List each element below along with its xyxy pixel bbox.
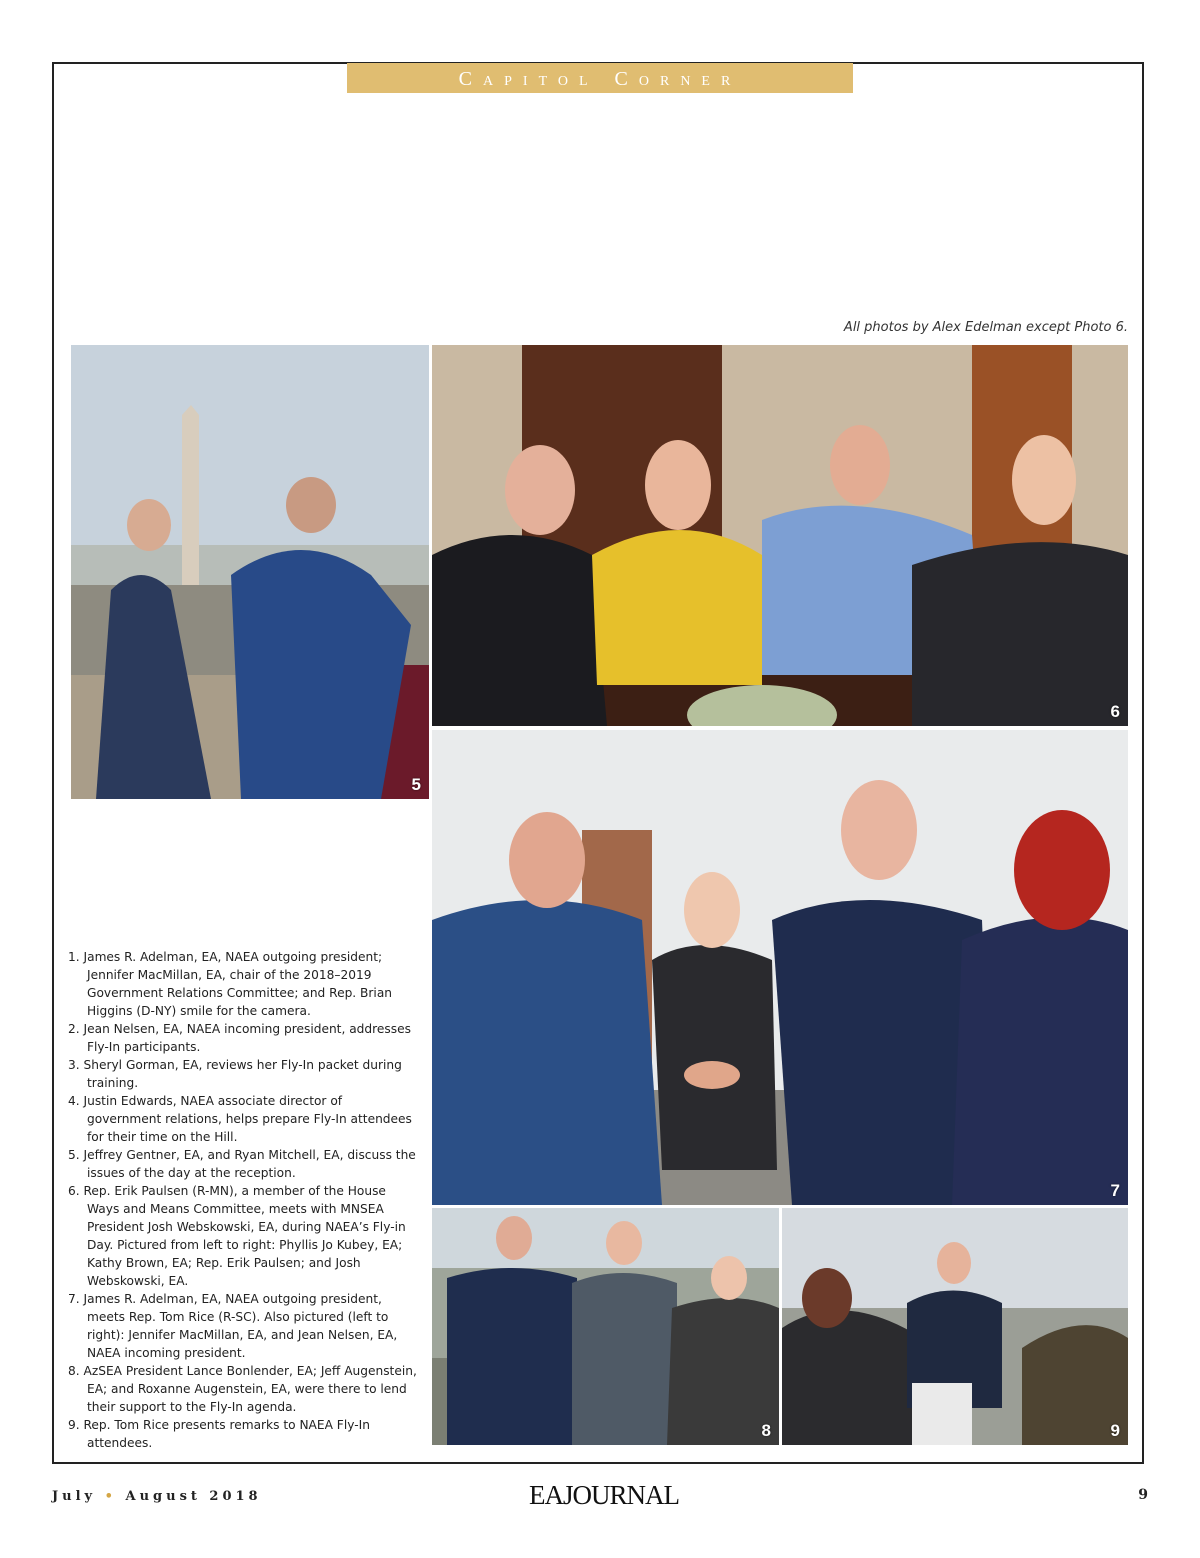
- logo-journal: JOURNAL: [563, 1480, 680, 1510]
- caption-item: 9. Rep. Tom Rice presents remarks to NAEA Fly-In attendees.: [68, 1418, 370, 1450]
- issue-date: [52, 1489, 262, 1504]
- journal-logo: [529, 1480, 679, 1511]
- caption-item: 8. AzSEA President Lance Bonlender, EA; Jeff Augenstein, EA; and Roxanne Augenstein, EA, were there to lend their support to the Fly-In agenda.: [68, 1364, 417, 1414]
- caption-item: 6. Rep. Erik Paulsen (R-MN), a member of the House Ways and Means Committee, meets with MNSEA President Josh Webskowski, EA, during NAEA’s Fly-in Day. Pictured from left to right: Phyllis Jo Kubey, EA; Kathy Brown, EA; Rep. Erik Paulsen; and Josh Webskowski, EA.: [68, 1184, 406, 1288]
- logo-ea: EA: [529, 1480, 563, 1510]
- page-number: 9: [1138, 1487, 1148, 1503]
- caption-item: 7. James R. Adelman, EA, NAEA outgoing president, meets Rep. Tom Rice (R-SC). Also pictured (left to right): Jennifer MacMillan, EA, and Jean Nelsen, EA, NAEA incoming president.: [68, 1292, 398, 1360]
- separator-dot: •: [104, 1489, 117, 1504]
- photo-6: [432, 345, 1128, 726]
- caption-item: 1. James R. Adelman, EA, NAEA outgoing president; Jennifer MacMillan, EA, chair of the 2018–2019 Government Relations Committee; and Rep. Brian Higgins (D-NY) smile for the camera.: [68, 950, 393, 1018]
- caption-item: 4. Justin Edwards, NAEA associate director of government relations, helps prepare Fly-In attendees for their time on the Hill.: [68, 1094, 412, 1144]
- section-banner: Capitol Corner: [347, 63, 853, 93]
- issue-month-1: July: [52, 1489, 97, 1504]
- photo-8: [432, 1208, 779, 1445]
- photo-number: 8: [761, 1421, 771, 1440]
- caption-item: 3. Sheryl Gorman, EA, reviews her Fly-In packet during training.: [68, 1058, 402, 1090]
- photo-number: 6: [1110, 702, 1120, 721]
- caption-item: 5. Jeffrey Gentner, EA, and Ryan Mitchell, EA, discuss the issues of the day at the reception.: [68, 1148, 416, 1180]
- photo-number: 7: [1110, 1181, 1120, 1200]
- photo-7: [432, 730, 1128, 1205]
- photo-number: 5: [411, 775, 421, 794]
- caption-list: [68, 948, 418, 1452]
- photo-5: [71, 345, 429, 799]
- photo-9: [782, 1208, 1128, 1445]
- issue-month-2: August 2018: [125, 1489, 262, 1504]
- caption-item: 2. Jean Nelsen, EA, NAEA incoming president, addresses Fly-In participants.: [68, 1022, 411, 1054]
- photo-number: 9: [1110, 1421, 1120, 1440]
- photo-credit: All photos by Alex Edelman except Photo 6.: [843, 320, 1128, 335]
